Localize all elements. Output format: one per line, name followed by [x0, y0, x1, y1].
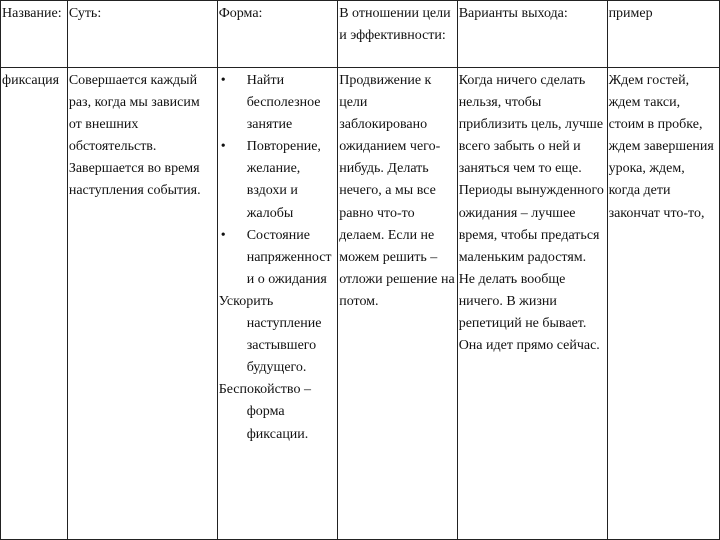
table-row: [1, 68, 720, 540]
cell-goal-relation: Продвижение к цели заблокировано ожиданием чего-нибудь. Делать нечего, а мы все равно что-то делаем. Если не можем решить – отложи решение на потом.: [338, 68, 457, 540]
cell-essence: Совершается каждый раз, когда мы зависим от внешних обстоятельств. Завершается во время наступления события.: [67, 68, 217, 540]
header-row: [1, 1, 720, 68]
cell-form: [217, 68, 338, 540]
form-extra-text: Беспокойство – форма фиксации.: [218, 382, 311, 442]
form-bullet-list: [219, 70, 337, 291]
header-essence: Суть:: [67, 1, 217, 68]
header-goal-relation: В отношении цели и эффективности:: [338, 1, 457, 68]
cell-example: Ждем гостей, ждем такси, стоим в пробке, ждем завершения урока, ждем, когда дети закончат что-то,: [607, 68, 719, 540]
form-bullet-item: • Состояние напряженности о ожидания: [219, 225, 337, 291]
cell-exit-options: Когда ничего сделать нельзя, чтобы приблизить цель, лучше всего забыть о ней и заняться чем то еще. Периоды вынужденного ожидания – лучшее время, чтобы предаться маленьким радостям. Не делать вообще ничего. В жизни репетиций не бывает. Она идет прямо сейчас.: [457, 68, 607, 540]
form-bullet-item: • Найти бесполезное занятие: [219, 70, 337, 136]
header-example: пример: [607, 1, 719, 68]
cell-name: фиксация: [1, 68, 68, 540]
header-exit-options: Варианты выхода:: [457, 1, 607, 68]
form-extra-text: Ускорить наступление застывшего будущего.: [218, 293, 322, 376]
form-bullet-item: • Повторение, желание, вздохи и жалобы: [219, 136, 337, 224]
header-form: Форма:: [217, 1, 338, 68]
header-name: Название:: [1, 1, 68, 68]
